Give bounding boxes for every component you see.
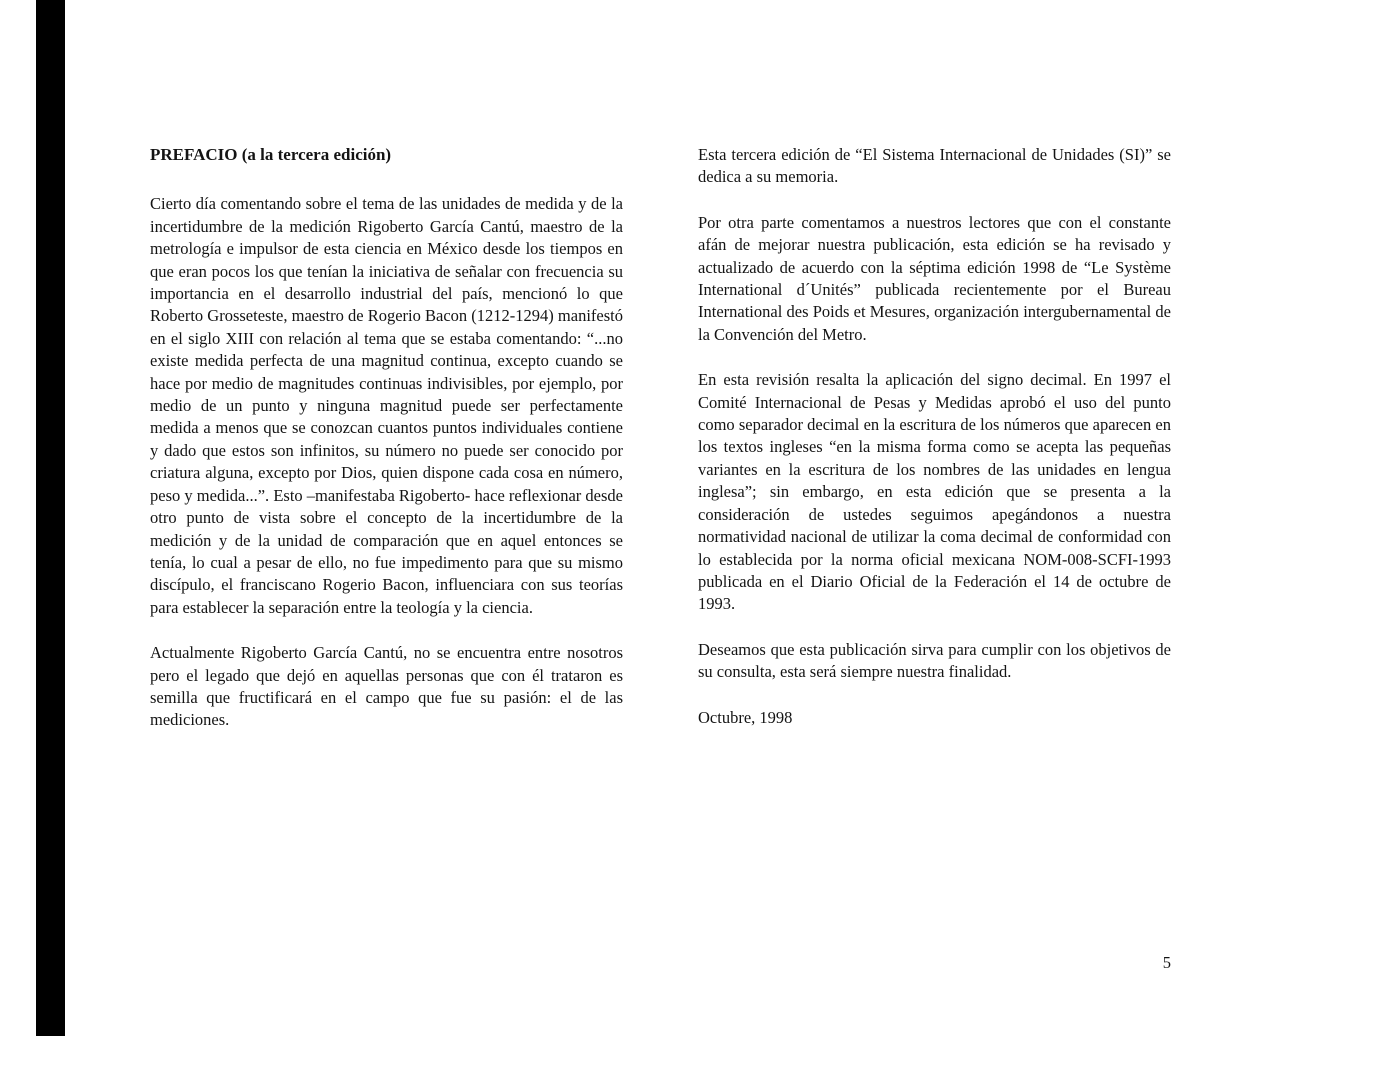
left-column: [150, 144, 623, 732]
page-number: 5: [1162, 953, 1171, 972]
date-line: Octubre, 1998: [698, 707, 793, 727]
scan-binding-strip: [36, 0, 65, 1036]
paragraph: Actualmente Rigoberto García Cantú, no se encuentra entre nosotros pero el legado que dejó en aquellas personas que con él trataron es semilla que fructificará en el campo que fue su pasión: el de las mediciones.: [150, 643, 623, 730]
paragraph: Esta tercera edición de “El Sistema Internacional de Unidades (SI)” se dedica a su memoria.: [698, 145, 1171, 187]
paragraph: Cierto día comentando sobre el tema de las unidades de medida y de la incertidumbre de la medición Rigoberto García Cantú, maestro de la metrología e impulsor de esta ciencia en México desde los tiempos en que eran pocos los que tenían la iniciativa de señalar con frecuencia su importancia en el desarrollo industrial del país, mencionó lo que Roberto Grosseteste, maestro de Rogerio Bacon (1212-1294) manifestó en el siglo XIII con relación al tema que se estaba comentando: “...no existe medida perfecta de una magnitud continua, excepto cuando se hace por medio de magnitudes continuas indivisibles, por ejemplo, por medio de un punto y ninguna magnitud puede ser perfectamente medida a menos que se conozcan cuantos puntos individuales contiene y dado que estos son infinitos, su número no puede ser conocido por criatura alguna, excepto por Dios, quien dispone cada cosa en número, peso y medida...”. Esto –manifestaba Rigoberto- hace reflexionar desde otro punto de vista sobre el concepto de la incertidumbre de la medición y de la unidad de comparación que en aquel entonces se tenía, lo cual a pesar de ello, no fue impedimento para que su mismo discípulo, el franciscano Rogerio Bacon, influenciara con sus teorías para establecer la separación entre la teología y la ciencia.: [150, 194, 623, 617]
section-heading: PREFACIO (a la tercera edición): [150, 145, 392, 164]
paragraph: Por otra parte comentamos a nuestros lectores que con el constante afán de mejorar nuestra publicación, esta edición se ha revisado y actualizado de acuerdo con la séptima edición 1998 de “Le Système International d´Unités” publicada recientemente por el Bureau International des Poids et Mesures, organización intergubernamental de la Convención del Metro.: [698, 212, 1171, 344]
right-column: [698, 144, 1171, 729]
paragraph: Deseamos que esta publicación sirva para cumplir con los objetivos de su consulta, esta será siempre nuestra finalidad.: [698, 639, 1171, 682]
paragraph: En esta revisión resalta la aplicación del signo decimal. En 1997 el Comité Internacional de Pesas y Medidas aprobó el uso del punto como separador decimal en la escritura de los números que aparecen en los textos ingleses “en la misma forma como se acepta las pequeñas variantes en la escritura de los nombres de las unidades en lengua inglesa”; sin embargo, en esta edición que se presenta a la consideración de ustedes seguimos apegándonos a nuestra normatividad nacional de utilizar la coma decimal de conformidad con lo establecida por la norma oficial mexicana NOM-008-SCFI-1993 publicada en el Diario Oficial de la Federación el 14 de octubre de 1993.: [698, 370, 1171, 614]
